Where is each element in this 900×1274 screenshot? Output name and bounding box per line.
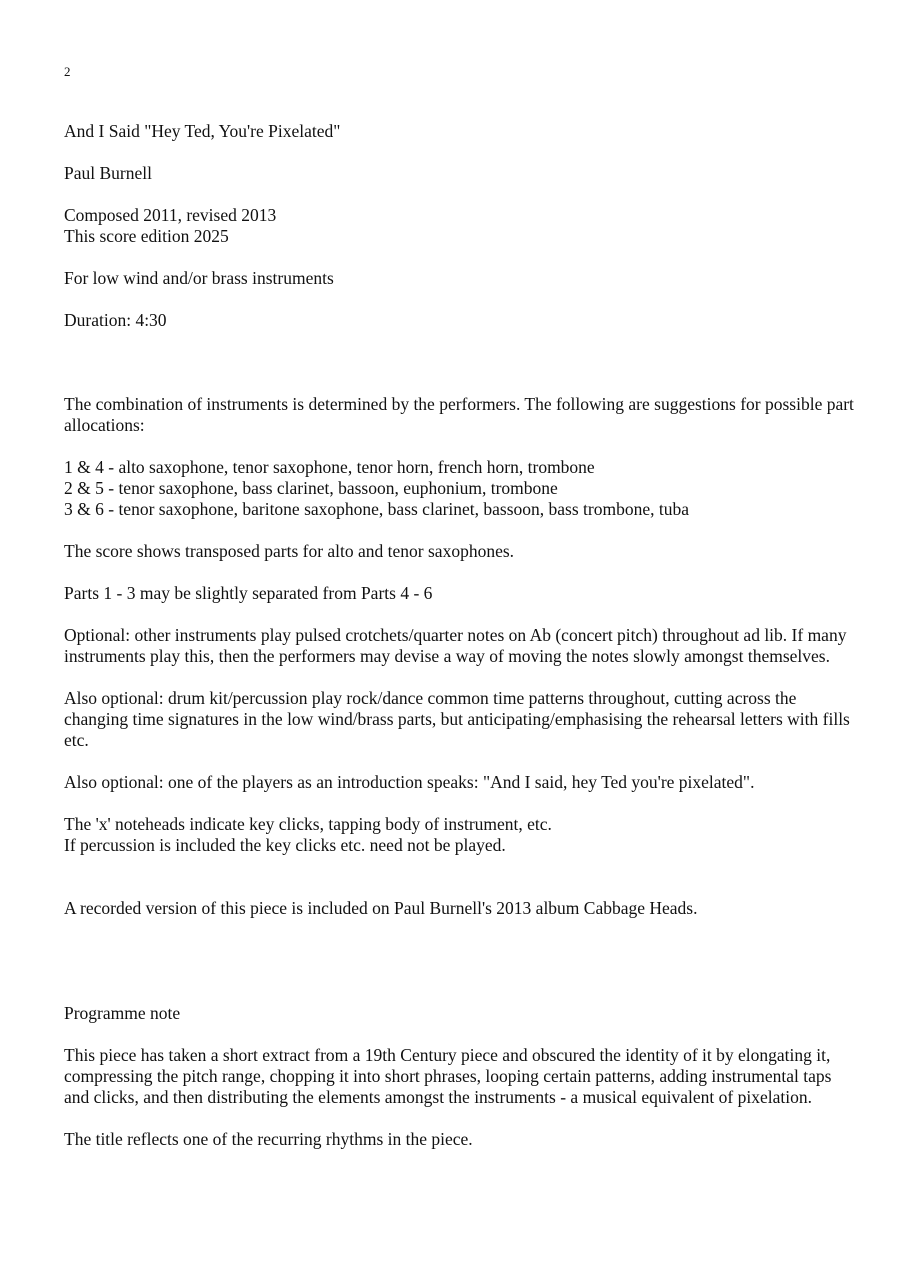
edition-date: This score edition 2025: [64, 226, 229, 246]
programme-note-heading: Programme note: [64, 1003, 181, 1023]
combination-note: The combination of instruments is determined by the performers. The following are suggestions for possible part allocations:: [64, 394, 854, 435]
title-note: The title reflects one of the recurring rhythms in the piece.: [64, 1129, 473, 1149]
separation-note: Parts 1 - 3 may be slightly separated from Parts 4 - 6: [64, 583, 433, 603]
noteheads-note: The 'x' noteheads indicate key clicks, tapping body of instrument, etc.: [64, 814, 552, 834]
transposition-note: The score shows transposed parts for alto and tenor saxophones.: [64, 541, 515, 561]
part-allocation-3-6: 3 & 6 - tenor saxophone, baritone saxophone, bass clarinet, bassoon, bass trombone, tuba: [64, 499, 690, 519]
instrumentation: For low wind and/or brass instruments: [64, 268, 334, 288]
page-number: 2: [64, 64, 71, 79]
programme-note-paragraph: This piece has taken a short extract from a 19th Century piece and obscured the identity of it by elongating it, compressing the pitch range, chopping it into short phrases, looping certain patterns, adding instrumental taps and clicks, and then distributing the elements amongst the instruments - a musical equivalent of pixelation.: [64, 1045, 832, 1107]
optional-intro-note: Also optional: one of the players as an introduction speaks: "And I said, hey Ted you're pixelated".: [64, 772, 755, 792]
duration: Duration: 4:30: [64, 310, 167, 330]
percussion-note: If percussion is included the key clicks etc. need not be played.: [64, 835, 506, 855]
optional-pulse-note: Optional: other instruments play pulsed crotchets/quarter notes on Ab (concert pitch) throughout ad lib. If many instruments play this, then the performers may devise a way of moving the notes slowly amongst themselves.: [64, 625, 847, 666]
preface-text: [64, 121, 854, 1150]
recording-note: A recorded version of this piece is included on Paul Burnell's 2013 album Cabbage Heads.: [64, 898, 698, 918]
optional-drums-note: Also optional: drum kit/percussion play rock/dance common time patterns throughout, cutting across the changing time signatures in the low wind/brass parts, but anticipating/emphasising the rehearsal letters with fills etc.: [64, 688, 850, 750]
composer-name: Paul Burnell: [64, 163, 152, 183]
part-allocation-2-5: 2 & 5 - tenor saxophone, bass clarinet, bassoon, euphonium, trombone: [64, 478, 558, 498]
piece-title: And I Said "Hey Ted, You're Pixelated": [64, 121, 341, 141]
part-allocation-1-4: 1 & 4 - alto saxophone, tenor saxophone, tenor horn, french horn, trombone: [64, 457, 595, 477]
composition-date: Composed 2011, revised 2013: [64, 205, 277, 225]
